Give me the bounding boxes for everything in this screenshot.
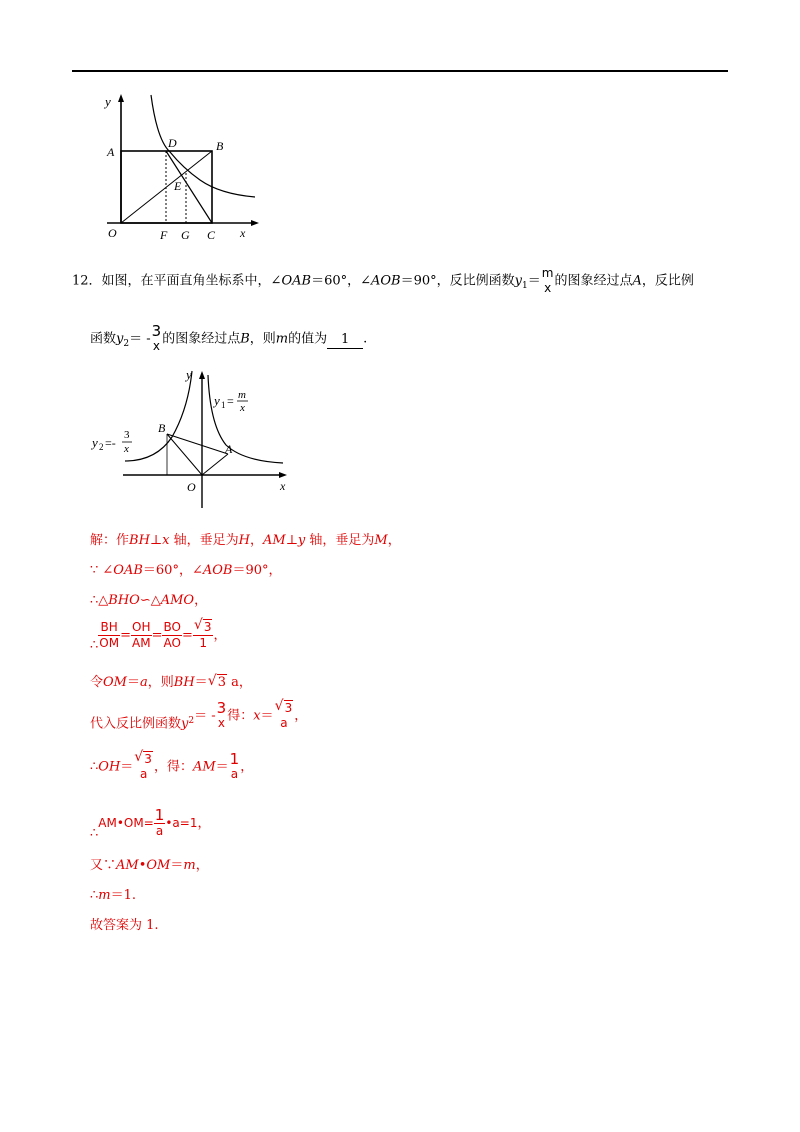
label-y: y bbox=[105, 94, 111, 109]
sqrt-icon: √ 3 bbox=[134, 749, 152, 766]
label-C: C bbox=[207, 228, 216, 242]
solution-line-7: ∴OH＝ √ 3 a ，得：AM＝ 1 a ， bbox=[90, 749, 254, 781]
y-arrow-icon bbox=[199, 371, 205, 379]
label-E: E bbox=[174, 179, 182, 193]
fraction-sqrt3-over-a: √ 3 a bbox=[134, 749, 152, 781]
solution-line-2: ∵ ∠OAB＝60°，∠AOB＝90°， bbox=[90, 563, 282, 578]
figure-2-diagram bbox=[88, 365, 303, 515]
svg-text:y: y bbox=[214, 393, 220, 408]
solution-line-9: 又∵AM•OM＝m， bbox=[90, 858, 209, 873]
label-O: O bbox=[108, 226, 117, 240]
solution-line-10: ∴m＝1. bbox=[90, 888, 137, 903]
solution-line-1: 解：作BH⊥x 轴，垂足为H，AM⊥y 轴，垂足为M， bbox=[90, 533, 401, 548]
x-arrow-icon bbox=[251, 220, 259, 226]
solution-line-3: ∴△BHO∽△AMO， bbox=[90, 593, 208, 608]
solution-line-6: 代入反比例函数$y_2=$ - 3 x 得：x＝ √ 3 a ， bbox=[90, 698, 308, 732]
fraction-1-over-a: 1 a bbox=[229, 750, 240, 781]
sqrt-icon: √ 3 bbox=[207, 673, 226, 690]
svg-text:x: x bbox=[124, 443, 129, 455]
figure-1-diagram bbox=[95, 90, 265, 250]
svg-text:1: 1 bbox=[221, 400, 226, 410]
label-y: y bbox=[186, 367, 192, 382]
svg-text:x: x bbox=[240, 402, 245, 414]
segment-DC bbox=[166, 151, 212, 223]
svg-text:3: 3 bbox=[124, 429, 130, 441]
answer-blank: 1 bbox=[327, 332, 363, 349]
label-x: x bbox=[280, 479, 286, 493]
hyperbola-curve bbox=[151, 95, 255, 197]
header-rule bbox=[72, 70, 728, 72]
label-A: A bbox=[225, 442, 233, 456]
fraction-1-over-a: $\frac{1}{a}$ bbox=[154, 806, 165, 838]
fraction-3-over-x: 3 x bbox=[216, 699, 227, 730]
svg-text:m: m bbox=[238, 389, 246, 401]
sqrt-icon: √ 3 bbox=[193, 617, 212, 634]
label-x: x bbox=[240, 226, 246, 240]
fraction-sqrt3-over-1: √ 3 1 bbox=[193, 617, 212, 650]
svg-text:=-: =- bbox=[105, 436, 116, 450]
fraction-neg-sqrt3-over-a: √ 3 a bbox=[274, 698, 293, 730]
svg-text:y: y bbox=[92, 435, 98, 450]
problem-line-2: 函数$y_2=$ - 3 x 的图象经过点B，则m的值为 1 . bbox=[90, 322, 368, 353]
fraction-BO-AO: $\frac{BO}{AO}$ bbox=[163, 620, 181, 650]
curve-label-y2 bbox=[90, 429, 132, 455]
fraction-m-over-x: m x bbox=[541, 266, 554, 295]
x-arrow-icon bbox=[279, 472, 287, 478]
label-A: A bbox=[107, 145, 115, 159]
solution-line-11: 故答案为 1. bbox=[90, 918, 159, 933]
problem-line-1: 12．如图，在平面直角坐标系中，∠OAB＝60°，∠AOB＝90°，反比例函数$y_1=$ m x 的图象经过点A，反比例 bbox=[72, 266, 694, 295]
label-B: B bbox=[216, 139, 224, 153]
fraction-3-over-x: 3 x bbox=[151, 322, 162, 353]
label-B: B bbox=[158, 421, 166, 435]
svg-text:2: 2 bbox=[99, 442, 104, 452]
solution-line-8: ∴AM•OM= $\frac{1}{a}$ •a=1， bbox=[90, 806, 211, 841]
segment-OA bbox=[202, 454, 228, 475]
fraction-OH-AM: $\frac{OH}{AM}$ bbox=[132, 620, 151, 650]
curve-y2 bbox=[125, 371, 192, 461]
label-D: D bbox=[168, 136, 177, 150]
svg-text:=: = bbox=[227, 394, 234, 408]
y-arrow-icon bbox=[118, 94, 124, 102]
solution-line-5: 令OM＝a，则BH＝ √ 3 a， bbox=[90, 673, 252, 690]
sqrt-icon: √ 3 bbox=[274, 698, 293, 715]
label-F: F bbox=[160, 228, 168, 242]
fraction-BH-OM: $\frac{BH}{OM}$ bbox=[99, 620, 120, 650]
label-G: G bbox=[181, 228, 190, 242]
solution-line-4: ∴ $\frac{BH}{OM}$ = $\frac{OH}{AM}$ = $\frac{BO}{AO}$ = √ 3 1 ， bbox=[90, 617, 227, 653]
label-O: O bbox=[187, 480, 196, 494]
curve-label-y1 bbox=[212, 389, 248, 414]
